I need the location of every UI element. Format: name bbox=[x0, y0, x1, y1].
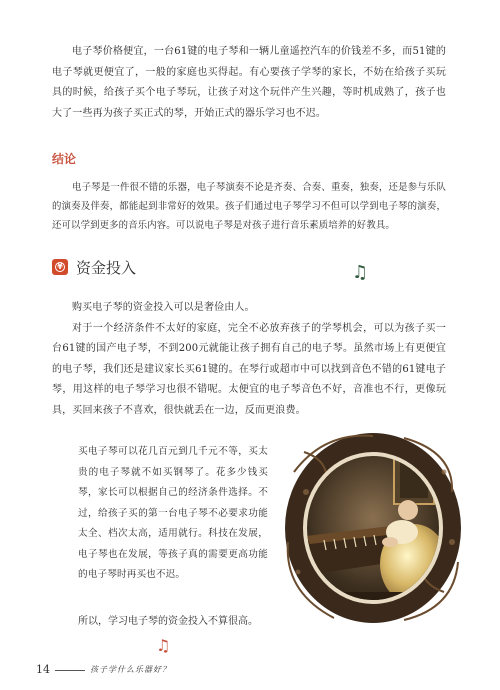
summary-sentence: 所以，学习电子琴的资金投入不算很高。 bbox=[78, 616, 258, 627]
footer-divider bbox=[55, 670, 85, 671]
page-number: 14 bbox=[36, 663, 50, 676]
side-paragraph: 买电子琴可以花几百元到几千元不等，买太贵的电子琴就不如买钢琴了。花多少钱买琴，家长可以根据自己的经济条件选择。不过，给孩子买的第一台电子琴不必要求功能太全、档次太高，适用就行。科技在发展，电子琴也在发展，等孩子真的需要更高功能的电子琴时再买也不迟。 bbox=[78, 446, 268, 580]
section-paragraph bbox=[52, 298, 446, 421]
music-note-icon: ♫ bbox=[156, 636, 171, 655]
yen-coin-icon: ¥ bbox=[52, 259, 68, 275]
conclusion-heading: 结论 bbox=[52, 152, 77, 166]
music-note-icon: ♫ bbox=[352, 262, 369, 283]
conclusion-paragraph: 电子琴是一件很不错的乐器，电子琴演奏不论是齐奏、合奏、重奏，独奏，还是参与乐队的演奏及伴奏，都能起到非常好的效果。孩子们通过电子琴学习不但可以学到电子琴的演奏，还可以学到更多的音乐内容。可以说电子琴是对孩子进行音乐素质培养的好教具。 bbox=[52, 182, 446, 231]
section-paragraph-line1: 购买电子琴的资金投入可以是奢俭由人。 bbox=[72, 302, 255, 313]
section-title: 资金投入 bbox=[76, 259, 137, 277]
running-footer: 孩子学什么乐器好？ bbox=[90, 665, 171, 674]
body-paragraph: 电子琴价格便宜，一台61键的电子琴和一辆儿童遥控汽车的价钱差不多，而51键的电子琴就更便宜了，一般的家庭也买得起。有心要孩子学琴的家长，不妨在给孩子买玩具的时候，给孩子买个电子琴玩，让孩子对这个玩伴产生兴趣，等时机成熟了，孩子也大了一些再为孩子买正式的琴，开始正式的器乐学习也不迟。 bbox=[52, 46, 446, 119]
section-paragraph-rest: 对于一个经济条件不太好的家庭，完全不必放弃孩子的学琴机会，可以为孩子买一台61键的国产电子琴，不到200元就能让孩子拥有自己的电子琴。虽然市场上有更便宜的电子琴，我们还是建议家长买61键的。在琴行或超市中可以找到音色不错的61键电子琴，用这样的电子琴学习也很不错呢。太便宜的电子琴音色不好，音准也不行，更像玩具，买回来孩子不喜欢，很快就丢在一边，反而更浪费。 bbox=[52, 322, 446, 416]
painting-illustration bbox=[284, 432, 462, 624]
